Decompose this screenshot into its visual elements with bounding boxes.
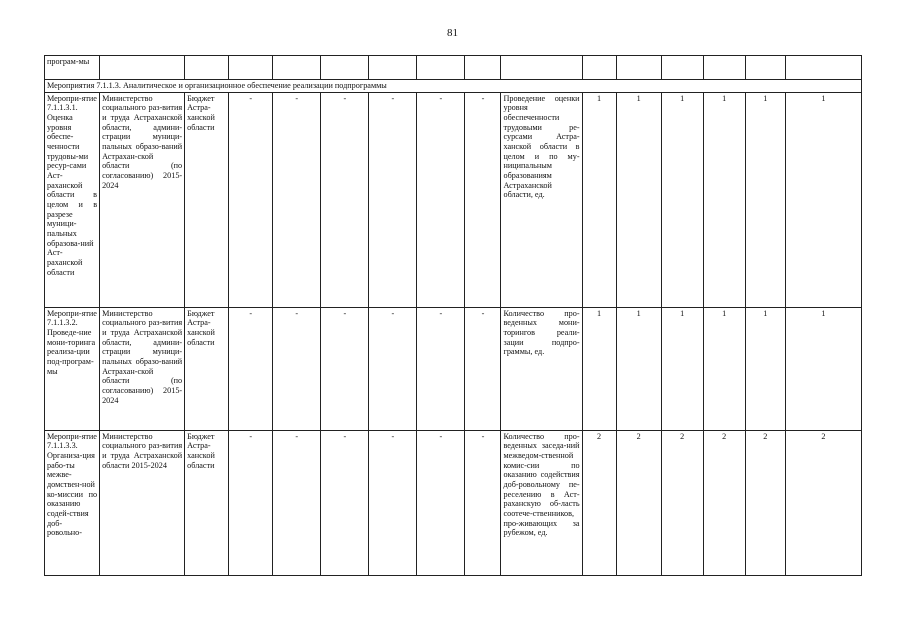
executor: Министерство социального раз-вития и труда Астраханской области, админи-страции муници-пальных образо-ваний Астрахан-ской области (по согласованию) 2015-2024 xyxy=(100,307,185,430)
indicator-value: 1 xyxy=(785,92,861,307)
indicator-value: 2 xyxy=(661,430,703,575)
indicator-value: 1 xyxy=(703,307,745,430)
funding-value: - xyxy=(417,430,465,575)
activity-name: Меропри-ятие 7.1.1.3.1. Оценка уровня обеспе-ченности трудовы-ми ресур-сами Аст-раханской области в целом и в разрезе муници-пальных образова-ний Аст-раханской области xyxy=(45,92,100,307)
funding-value: - xyxy=(273,92,321,307)
table-row xyxy=(45,307,862,430)
empty-cell xyxy=(582,56,616,80)
funding-value: - xyxy=(229,307,273,430)
empty-cell xyxy=(661,56,703,80)
empty-cell xyxy=(229,56,273,80)
indicator-value: 1 xyxy=(745,92,785,307)
activity-name: Меропри-ятие 7.1.1.3.3. Организа-ция рабо-ты межве-домствен-ной ко-миссии по оказанию содей-ствия доб-ровольно- xyxy=(45,430,100,575)
indicator-value: 2 xyxy=(616,430,661,575)
page-number: 81 xyxy=(447,27,458,39)
funding-source: Бюджет Астра-ханской области xyxy=(185,307,229,430)
empty-cell xyxy=(785,56,861,80)
section-header: Мероприятия 7.1.1.3. Аналитическое и организационное обеспечение реализации подпрограммы xyxy=(45,80,862,93)
program-table xyxy=(44,55,862,576)
funding-value: - xyxy=(273,430,321,575)
empty-cell xyxy=(616,56,661,80)
indicator-value: 2 xyxy=(785,430,861,575)
indicator-value: 1 xyxy=(616,92,661,307)
indicator: Количество про-веденных заседа-ний межведом-ственной комис-сии по оказанию содействия доб-ровольному пе-реселению в Аст-раханскую об-ласть соотече-ственников, про-живающих за рубежом, ед. xyxy=(501,430,582,575)
funding-source: Бюджет Астра-ханской области xyxy=(185,92,229,307)
empty-cell xyxy=(501,56,582,80)
funding-value: - xyxy=(369,307,417,430)
indicator: Проведение оценки уровня обеспеченности трудовыми ре-сурсами Астра-ханской области в целом и по му-ниципальным образованиям Астраханской области, ед. xyxy=(501,92,582,307)
funding-source: Бюджет Астра-ханской области xyxy=(185,430,229,575)
indicator-value: 2 xyxy=(582,430,616,575)
empty-cell xyxy=(745,56,785,80)
indicator-value: 1 xyxy=(661,92,703,307)
indicator-value: 2 xyxy=(703,430,745,575)
indicator-value: 1 xyxy=(785,307,861,430)
indicator-value: 1 xyxy=(661,307,703,430)
indicator: Количество про-веденных мони-торингов реали-зации подпро-граммы, ед. xyxy=(501,307,582,430)
funding-value: - xyxy=(369,92,417,307)
funding-value: - xyxy=(417,307,465,430)
indicator-value: 2 xyxy=(745,430,785,575)
indicator-value: 1 xyxy=(703,92,745,307)
executor: Министерство социального раз-вития и труда Астраханской области, админи-страции муници-пальных образо-ваний Астрахан-ской области (по согласованию) 2015-2024 xyxy=(100,92,185,307)
indicator-value: 1 xyxy=(616,307,661,430)
funding-value: - xyxy=(417,92,465,307)
empty-cell xyxy=(465,56,501,80)
section-header-row xyxy=(45,80,862,93)
funding-value: - xyxy=(465,307,501,430)
funding-value: - xyxy=(465,430,501,575)
funding-value: - xyxy=(273,307,321,430)
empty-cell xyxy=(100,56,185,80)
empty-cell xyxy=(321,56,369,80)
funding-value: - xyxy=(465,92,501,307)
executor: Министерство социального раз-вития и труда Астраханской области 2015-2024 xyxy=(100,430,185,575)
row-name: програм-мы xyxy=(45,56,100,80)
empty-cell xyxy=(185,56,229,80)
funding-value: - xyxy=(321,92,369,307)
funding-value: - xyxy=(229,92,273,307)
empty-cell xyxy=(273,56,321,80)
funding-value: - xyxy=(229,430,273,575)
table-row-continuation xyxy=(45,56,862,80)
funding-value: - xyxy=(321,430,369,575)
indicator-value: 1 xyxy=(745,307,785,430)
table-row xyxy=(45,92,862,307)
empty-cell xyxy=(703,56,745,80)
funding-value: - xyxy=(321,307,369,430)
empty-cell xyxy=(369,56,417,80)
indicator-value: 1 xyxy=(582,92,616,307)
indicator-value: 1 xyxy=(582,307,616,430)
activity-name: Меропри-ятие 7.1.1.3.2. Проведе-ние мони-торинга реализа-ции под-програм-мы xyxy=(45,307,100,430)
funding-value: - xyxy=(369,430,417,575)
table-row xyxy=(45,430,862,575)
empty-cell xyxy=(417,56,465,80)
